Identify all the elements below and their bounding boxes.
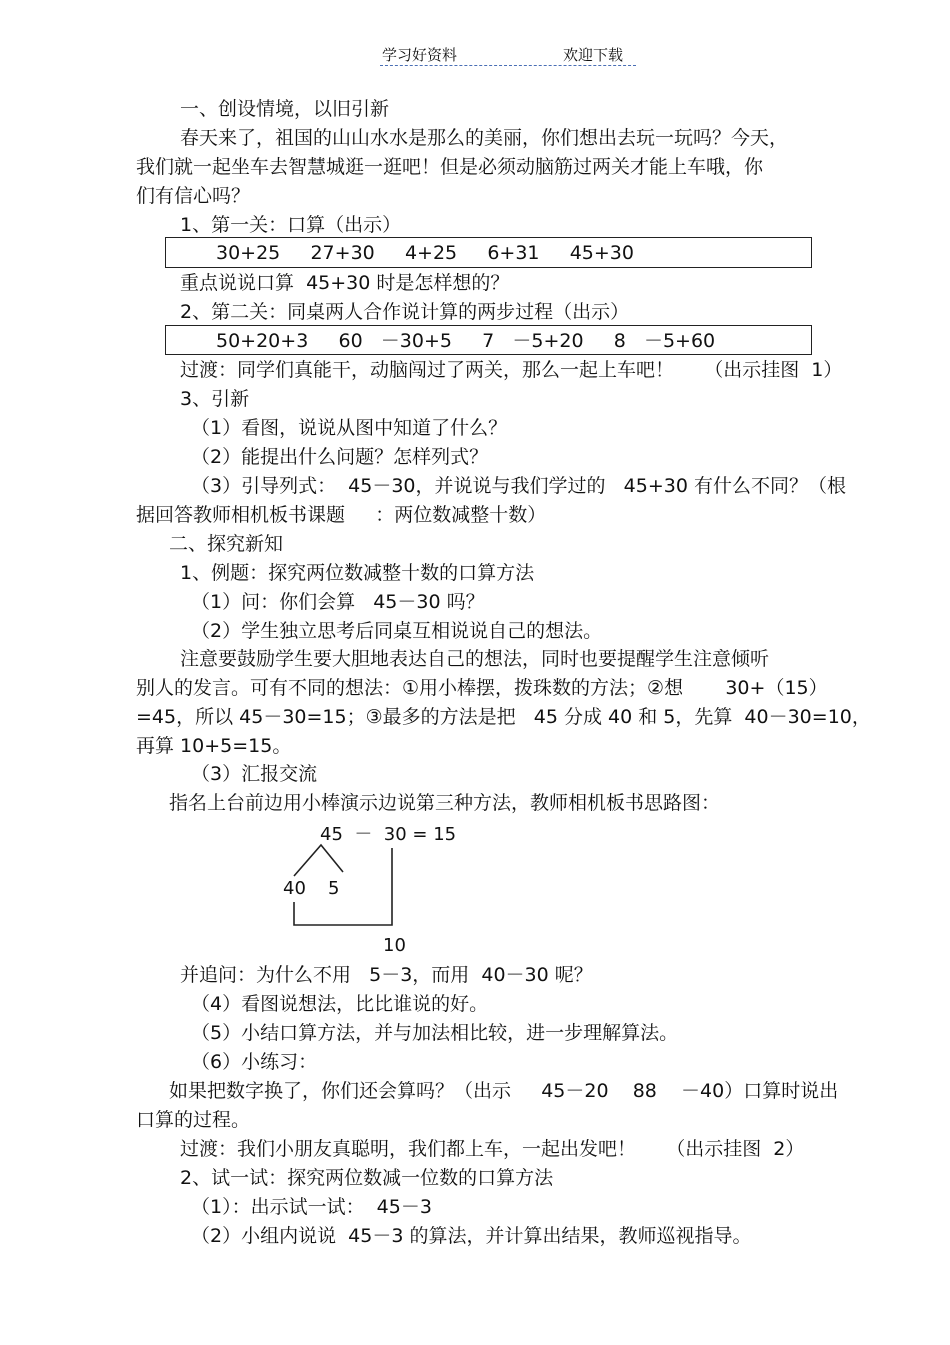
section-heading-2: 二、探究新知 [169, 533, 284, 555]
paragraph-line: （2）能提出什么问题？怎样列式？ [191, 446, 489, 468]
level-2-title: 2、第二关：同桌两人合作说计算的两步过程（出示） [180, 301, 630, 323]
diagram-equation: 45 － 30 = 15 [320, 824, 457, 845]
subsection-title: 3、引新 [180, 388, 250, 410]
paragraph-line: （3）引导列式： 45－30，并说说与我们学过的 45+30 有什么不同？（根 [191, 475, 846, 497]
paragraph-line: （1）：出示试一试： 45－3 [191, 1196, 432, 1218]
paragraph-line: 如果把数字换了，你们还会算吗？（出示 45－20 88 －40）口算时说出 [169, 1080, 839, 1102]
paragraph-line: （4）看图说想法，比比谁说的好。 [191, 993, 489, 1015]
paragraph-line: =45，所以 45－30=15；③最多的方法是把 45 分成 40 和 5，先算 40－30=10， [136, 706, 871, 728]
subsection-title: 1、例题：探究两位数减整十数的口算方法 [180, 562, 535, 584]
subsection-title: 2、试一试：探究两位数减一位数的口算方法 [180, 1167, 554, 1189]
diagram-part-tens: 40 [283, 878, 306, 899]
paragraph-line: 过渡：我们小朋友真聪明，我们都上车，一起出发吧！ （出示挂图 2） [180, 1138, 805, 1160]
diagram-part-ones: 5 [328, 878, 340, 899]
paragraph-line: 口算的过程。 [136, 1109, 251, 1131]
paragraph-line: 过渡：同学们真能干，动脑闯过了两关，那么一起上车吧！ （出示挂图 1） [180, 359, 843, 381]
paragraph-line: 别人的发言。可有不同的想法：①用小棒摆，拨珠数的方法；②想 30+（15） [136, 677, 828, 699]
paragraph-line: 注意要鼓励学生要大胆地表达自己的想法，同时也要提醒学生注意倾听 [180, 648, 770, 670]
header-right: 欢迎下载 [563, 46, 624, 64]
section-heading-1: 一、创设情境，以旧引新 [180, 98, 390, 120]
paragraph-line: 我们就一起坐车去智慧城逛一逛吧！但是必须动脑筋过两关才能上车哦，你 [136, 156, 764, 178]
paragraph-line: 并追问：为什么不用 5－3，而用 40－30 呢？ [180, 964, 593, 986]
header-left: 学习好资料 [382, 46, 458, 64]
paragraph-line: （2）小组内说说 45－3 的算法，并计算出结果，教师巡视指导。 [191, 1225, 752, 1247]
paragraph-line: 重点说说口算 45+30 时是怎样想的？ [180, 272, 510, 294]
paragraph-line: 指名上台前边用小棒演示边说第三种方法，教师相机板书思路图： [169, 792, 721, 814]
paragraph-line: 再算 10+5=15。 [136, 735, 292, 757]
paragraph-line: （1）问：你们会算 45－30 吗？ [191, 591, 485, 613]
paragraph-line: （2）学生独立思考后同桌互相说说自己的想法。 [191, 620, 603, 642]
quiz-problems-2: 50+20+3 60 －30+5 7 －5+20 8 －5+60 [216, 330, 716, 352]
paragraph-line: （3）汇报交流 [191, 763, 318, 785]
paragraph-line: 们有信心吗？ [136, 185, 251, 207]
paragraph-line: （1）看图，说说从图中知道了什么？ [191, 417, 508, 439]
paragraph-line: （6）小练习： [191, 1051, 318, 1073]
paragraph-line: 据回答教师相机板书课题 ：两位数减整十数） [136, 504, 547, 526]
paragraph-line: 春天来了，祖国的山山水水是那么的美丽，你们想出去玩一玩吗？今天， [180, 127, 789, 149]
quiz-problems-1: 30+25 27+30 4+25 6+31 45+30 [216, 242, 634, 264]
diagram-result: 10 [383, 935, 406, 956]
paragraph-line: （5）小结口算方法，并与加法相比较，进一步理解算法。 [191, 1022, 679, 1044]
level-1-title: 1、第一关：口算（出示） [180, 214, 402, 236]
